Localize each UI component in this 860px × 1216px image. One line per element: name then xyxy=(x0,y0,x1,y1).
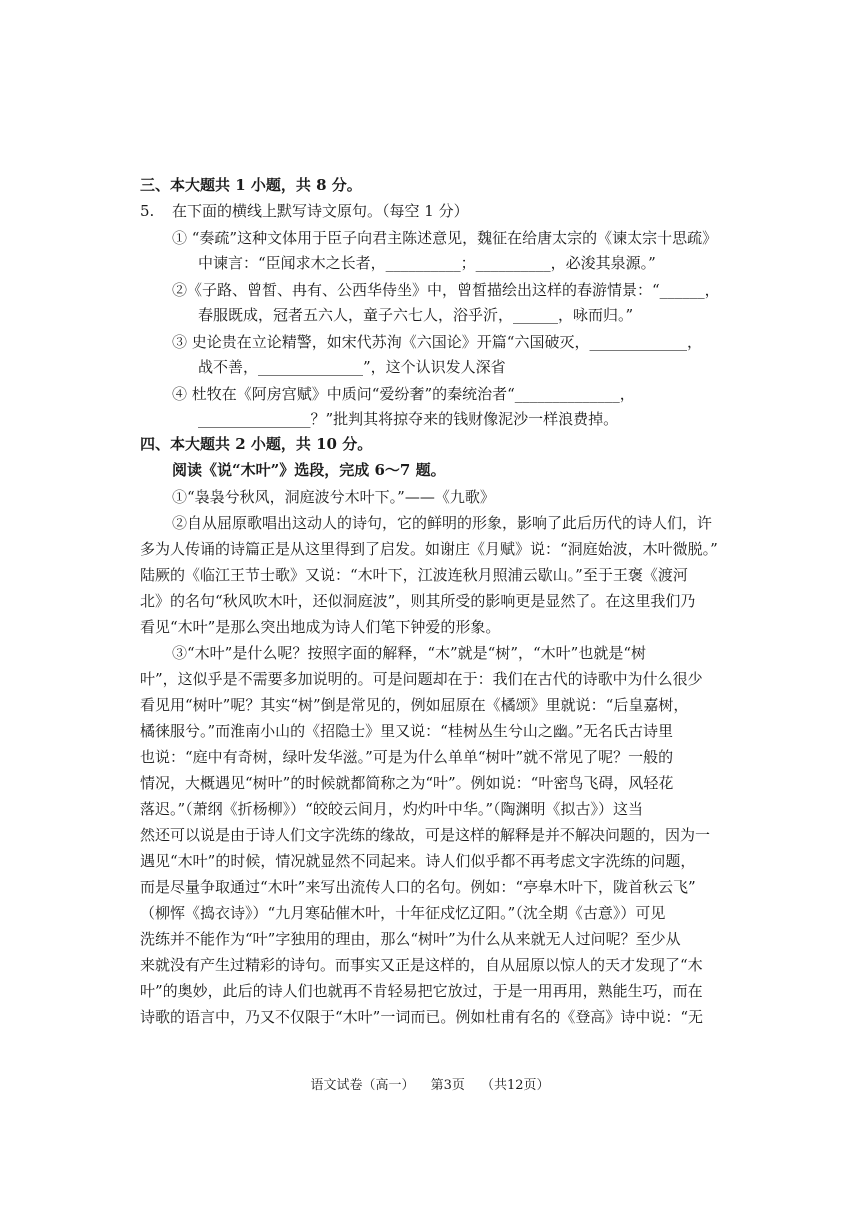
paragraph-3-line: ③“木叶”是什么呢？按照字面的解释，“木”就是“树”，“木叶”也就是“树 xyxy=(172,644,647,662)
paragraph-3-line: 而是尽量争取通过“木叶”来写出流传人口的名句。例如：“亭皋木叶下，陇首秋云飞” xyxy=(140,878,696,896)
paragraph-3-line: 叶”，这似乎是不需要多加说明的。可是问题却在于：我们在古代的诗歌中为什么很少 xyxy=(140,670,703,688)
paragraph-3-line: （柳恽《捣衣诗》）“九月寒砧催木叶，十年征戍忆辽阳。”（沈全期《古意》）可见 xyxy=(140,904,666,922)
footer-total-pages: （共12页） xyxy=(481,1078,550,1093)
item-3-line-2: 战不善，______________”，这个认识发人深省 xyxy=(198,358,506,376)
paragraph-1: ①“袅袅兮秋风，洞庭波兮木叶下。”——《九歌》 xyxy=(172,488,495,506)
reading-title: 阅读《说“木叶”》选段，完成 6～7 题。 xyxy=(172,461,446,479)
paragraph-2-line: ②自从屈原歌唱出这动人的诗句，它的鲜明的形象，影响了此后历代的诗人们，许 xyxy=(172,514,713,532)
item-4-line-1: ④ 杜牧在《阿房宫赋》中质问“爱纷奢”的秦统治者“______________， xyxy=(172,385,635,403)
paragraph-3-line: 情况，大概遇见“树叶”的时候就都简称之为“叶”。例如说：“叶密鸟飞碍，风轻花 xyxy=(140,774,674,792)
paragraph-3-line: 遇见“木叶”的时候，情况就显然不同起来。诗人们似乎都不再考虑文字洗练的问题， xyxy=(140,852,696,870)
item-4-line-2: _______________？”批判其将掠夺来的钱财像泥沙一样浪费掉。 xyxy=(198,410,619,428)
paragraph-3-line: 橘徕服兮。”而淮南小山的《招隐士》里又说：“桂树丛生兮山之幽。”无名氏古诗里 xyxy=(140,722,674,740)
paragraph-3-line: 诗歌的语言中，乃又不仅限于“木叶”一词而已。例如杜甫有名的《登高》诗中说：“无 xyxy=(140,1008,704,1026)
paragraph-3-line: 叶”的奥妙，此后的诗人们也就再不肯轻易把它放过，于是一用再用，熟能生巧，而在 xyxy=(140,982,703,1000)
section-4-heading: 四、本大题共 2 小题，共 10 分。 xyxy=(140,435,373,453)
paragraph-2-line: 看见“木叶”是那么突出地成为诗人们笔下钟爱的形象。 xyxy=(140,618,501,636)
paragraph-3-line: 也说：“庭中有奇树，绿叶发华滋。”可是为什么单单“树叶”就不常见了呢？一般的 xyxy=(140,748,674,766)
footer-page-number: 第3页 xyxy=(430,1078,465,1093)
item-1-line-2: 中谏言：“臣闻求木之长者，__________；__________，必浚其泉源。” xyxy=(198,254,656,272)
paragraph-2-line: 北》的名句“秋风吹木叶，还似洞庭波”，则其所受的影响更是显然了。在这里我们乃 xyxy=(140,592,696,610)
paragraph-2-line: 陆厥的《临江王节士歌》又说：“木叶下，江波连秋月照浦云歇山。”至于王褒《渡河 xyxy=(140,566,688,584)
item-1-line-1: ① “奏疏”这种文体用于臣子向君主陈述意见，魏征在给唐太宗的《谏太宗十思疏》 xyxy=(172,229,718,247)
paragraph-3-line: 然还可以说是由于诗人们文字洗练的缘故，可是这样的解释是并不解决问题的，因为一 xyxy=(140,826,711,844)
item-2-line-2: 春服既成，冠者五六人，童子六七人，浴乎沂，______，咏而归。” xyxy=(198,306,634,324)
question-5-prompt: 在下面的横线上默写诗文原句。（每空 1 分） xyxy=(172,202,469,220)
section-3-heading: 三、本大题共 1 小题，共 8 分。 xyxy=(140,176,362,194)
paragraph-3-line: 看见用“树叶”呢？其实“树”倒是常见的，例如屈原在《橘颂》里就说：“后皇嘉树， xyxy=(140,696,689,714)
question-5-number: 5. xyxy=(140,202,155,220)
page-footer xyxy=(0,1077,860,1095)
footer-subject: 语文试卷（高一） xyxy=(310,1078,415,1093)
item-3-line-1: ③ 史论贵在立论精警，如宋代苏洵《六国论》开篇“六国破灭，_____________， xyxy=(172,333,702,351)
paragraph-3-line: 落迟。”（萧纲《折杨柳》）“皎皎云间月，灼灼叶中华。”（陶渊明《拟古》）这当 xyxy=(140,800,644,818)
paragraph-2-line: 多为人传诵的诗篇正是从这里得到了启发。如谢庄《月赋》说：“洞庭始波，木叶微脱。” xyxy=(140,540,718,558)
paragraph-3-line: 洗练并不能作为“叶”字独用的理由，那么“树叶”为什么从来就无人过问呢？至少从 xyxy=(140,930,681,948)
item-2-line-1: ②《子路、曾皙、冉有、公西华侍坐》中，曾皙描绘出这样的春游情景：“______， xyxy=(172,281,720,299)
paragraph-3-line: 来就没有产生过精彩的诗句。而事实又正是这样的，自从屈原以惊人的天才发现了“木 xyxy=(140,956,703,974)
